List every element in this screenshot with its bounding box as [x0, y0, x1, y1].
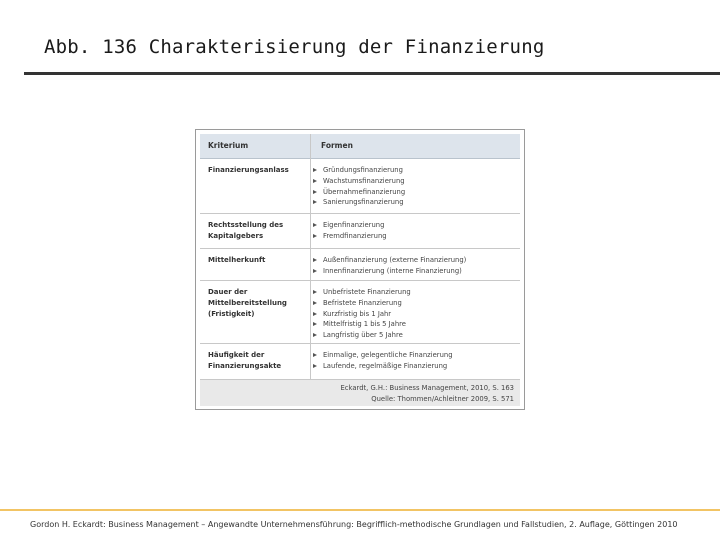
bullet-arrow-icon: [313, 200, 317, 204]
forms-list: [313, 287, 411, 341]
bullet-arrow-icon: [313, 364, 317, 368]
list-item: Sanierungsfinanzierung: [313, 197, 405, 208]
table-row: [200, 344, 520, 380]
header-criterion: Kriterium: [208, 141, 249, 150]
table-row: [200, 249, 520, 281]
bullet-arrow-icon: [313, 322, 317, 326]
list-item: Mittelfristig 1 bis 5 Jahre: [313, 319, 411, 330]
bullet-arrow-icon: [313, 258, 317, 262]
list-item: Eigenfinanzierung: [313, 220, 387, 231]
forms-list: [313, 220, 387, 242]
list-item: Fremdfinanzierung: [313, 231, 387, 242]
bullet-arrow-icon: [313, 168, 317, 172]
table-row: [200, 281, 520, 344]
forms-list: [313, 350, 453, 372]
list-item: Innenfinanzierung (interne Finanzierung): [313, 266, 466, 277]
bullet-arrow-icon: [313, 290, 317, 294]
source-line-2: Quelle: Thommen/Achleitner 2009, S. 571: [371, 395, 514, 403]
list-item: Außenfinanzierung (externe Finanzierung): [313, 255, 466, 266]
bullet-arrow-icon: [313, 179, 317, 183]
list-item: Befristete Finanzierung: [313, 298, 411, 309]
criterion-label: Finanzierungsanlass: [208, 166, 289, 174]
source-note: [200, 380, 520, 406]
criterion-label: Rechtsstellung des Kapitalgebers: [208, 221, 284, 240]
forms-list: [313, 165, 405, 208]
bullet-arrow-icon: [313, 234, 317, 238]
slide-title: Abb. 136 Charakterisierung der Finanzierung: [44, 36, 545, 58]
bullet-arrow-icon: [313, 190, 317, 194]
list-item: Langfristig über 5 Jahre: [313, 330, 411, 341]
table-header: [200, 134, 520, 159]
bullet-arrow-icon: [313, 223, 317, 227]
criterion-label: Mittelherkunft: [208, 256, 266, 264]
table-row: [200, 214, 520, 249]
list-item: Kurzfristig bis 1 Jahr: [313, 309, 411, 320]
list-item: Unbefristete Finanzierung: [313, 287, 411, 298]
list-item: Laufende, regelmäßige Finanzierung: [313, 361, 453, 372]
bullet-arrow-icon: [313, 312, 317, 316]
bullet-arrow-icon: [313, 301, 317, 305]
criterion-label: Dauer der Mittelbereitstellung (Fristigkeit): [208, 288, 287, 318]
list-item: Einmalige, gelegentliche Finanzierung: [313, 350, 453, 361]
title-divider: [24, 72, 720, 75]
header-forms: Formen: [321, 141, 353, 150]
table-row: [200, 159, 520, 214]
source-line-1: Eckardt, G.H.: Business Management, 2010, S. 163: [340, 384, 514, 392]
bullet-arrow-icon: [313, 333, 317, 337]
list-item: Wachstumsfinanzierung: [313, 176, 405, 187]
list-item: Übernahmefinanzierung: [313, 187, 405, 198]
bullet-arrow-icon: [313, 353, 317, 357]
figure-table-image: [195, 129, 525, 410]
criterion-label: Häufigkeit der Finanzierungsakte: [208, 351, 282, 370]
bullet-arrow-icon: [313, 269, 317, 273]
forms-list: [313, 255, 466, 277]
footer-divider: [0, 509, 720, 511]
footer-citation: Gordon H. Eckardt: Business Management – Angewandte Unternehmensführung: Begrifflich-methodische Grundlagen und Fallstudien, 2. Auflage, Göttingen 2010: [30, 520, 678, 529]
list-item: Gründungsfinanzierung: [313, 165, 405, 176]
